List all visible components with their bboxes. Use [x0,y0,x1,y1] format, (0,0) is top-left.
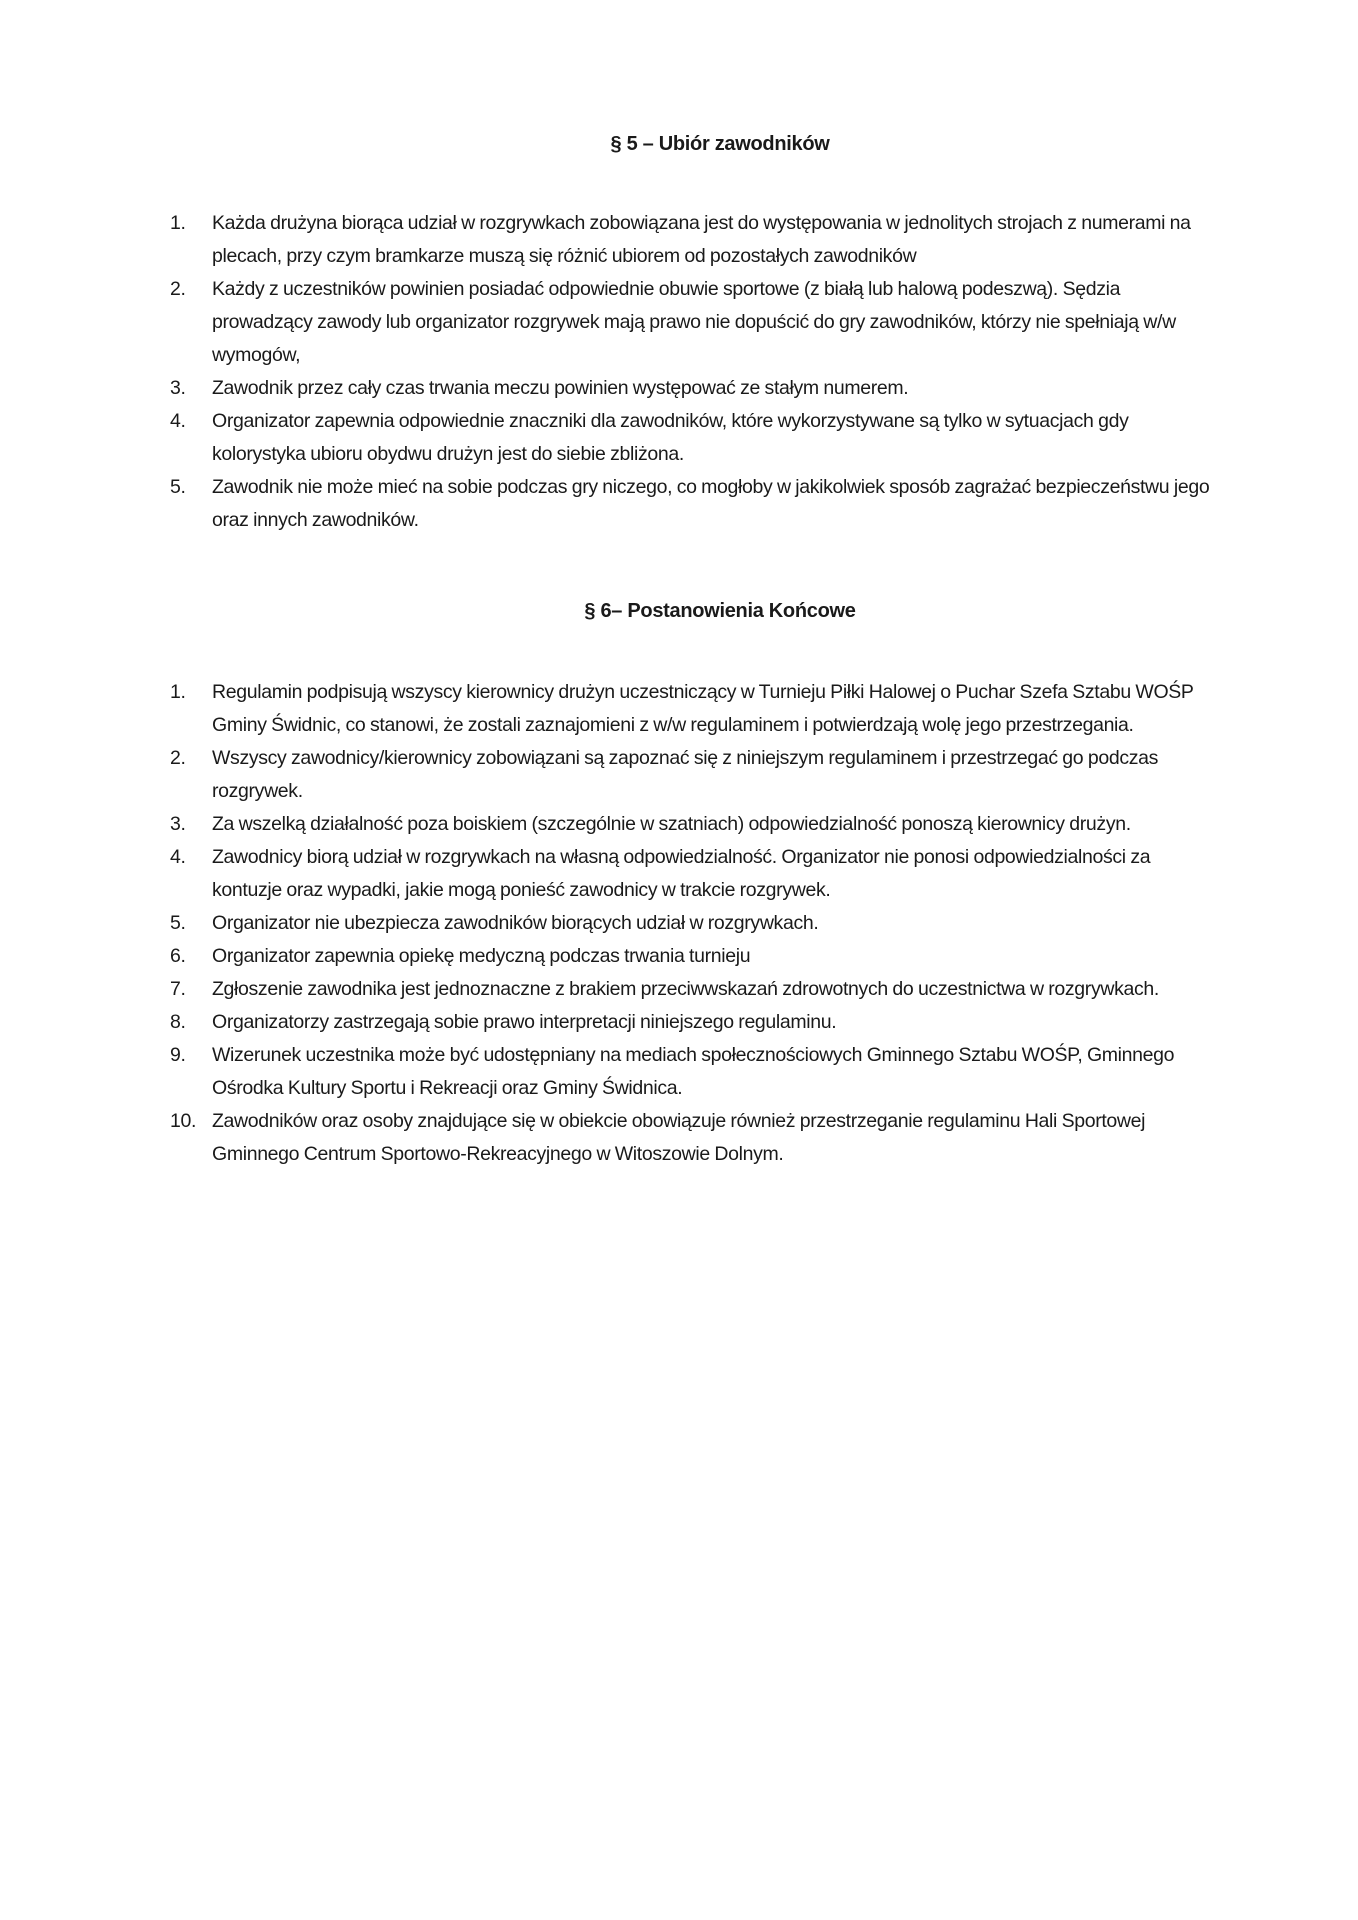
item-number: 8. [170,1011,186,1033]
item-number: 5. [170,476,186,498]
item-number: 4. [170,410,186,432]
item-text: Regulamin podpisują wszyscy kierownicy drużyn uczestniczący w Turnieju Piłki Halowej o Puchar Szefa Sztabu WOŚP Gminy Świdnic, co stanowi, że zostali zaznajomieni z w/w regulaminem i potwierdzają wolę jego przestrzegania. [212,681,1194,736]
list-item [170,273,1210,372]
item-number: 1. [170,212,186,234]
item-text: Organizator zapewnia opiekę medyczną podczas trwania turnieju [212,945,751,967]
item-number: 7. [170,978,186,1000]
section-postanowienia-koncowe [170,597,1210,1171]
item-number: 2. [170,278,186,300]
item-text: Zawodników oraz osoby znajdujące się w obiekcie obowiązuje również przestrzeganie regulaminu Hali Sportowej Gminnego Centrum Sportowo-Rekreacyjnego w Witoszowie Dolnym. [212,1110,1146,1165]
item-text: Wizerunek uczestnika może być udostępniany na mediach społecznościowych Gminnego Sztabu WOŚP, Gminnego Ośrodka Kultury Sportu i Rekreacji oraz Gminy Świdnica. [212,1044,1175,1099]
list-item [170,1006,1210,1039]
item-text: Zgłoszenie zawodnika jest jednoznaczne z brakiem przeciwwskazań zdrowotnych do uczestnictwa w rozgrywkach. [212,978,1159,1000]
item-text: Każda drużyna biorąca udział w rozgrywkach zobowiązana jest do występowania w jednolitych strojach z numerami na plecach, przy czym bramkarze muszą się różnić ubiorem od pozostałych zawodników [212,212,1191,267]
item-number: 6. [170,945,186,967]
list-item [170,471,1210,537]
section-title: § 5 – Ubiór zawodników [610,133,830,155]
item-text: Zawodnicy biorą udział w rozgrywkach na własną odpowiedzialność. Organizator nie ponosi odpowiedzialności za kontuzje oraz wypadki, jakie mogą ponieść zawodnicy w trakcie rozgrywek. [212,846,1151,901]
list-item [170,742,1210,808]
list-item [170,841,1210,907]
list-item [170,940,1210,973]
list-item [170,1039,1210,1105]
list-item [170,808,1210,841]
item-number: 10. [170,1110,197,1132]
item-number: 9. [170,1044,186,1066]
item-text: Organizatorzy zastrzegają sobie prawo interpretacji niniejszego regulaminu. [212,1011,837,1033]
item-number: 3. [170,813,186,835]
item-text: Za wszelką działalność poza boiskiem (szczególnie w szatniach) odpowiedzialność ponoszą kierownicy drużyn. [212,813,1131,835]
item-number: 1. [170,681,186,703]
item-number: 2. [170,747,186,769]
item-text: Zawodnik nie może mieć na sobie podczas gry niczego, co mogłoby w jakikolwiek sposób zagrażać bezpieczeństwu jego oraz innych zawodników. [212,476,1210,531]
section-ubior-zawodnikow [170,130,1210,537]
item-text: Organizator nie ubezpiecza zawodników biorących udział w rozgrywkach. [212,912,819,934]
list-item [170,405,1210,471]
section-title: § 6– Postanowienia Końcowe [584,600,856,622]
item-text: Organizator zapewnia odpowiednie znaczniki dla zawodników, które wykorzystywane są tylko w sytuacjach gdy kolorystyka ubioru obydwu drużyn jest do siebie zbliżona. [212,410,1129,465]
item-number: 5. [170,912,186,934]
item-text: Zawodnik przez cały czas trwania meczu powinien występować ze stałym numerem. [212,377,909,399]
list-item [170,973,1210,1006]
list-item [170,207,1210,273]
item-text: Każdy z uczestników powinien posiadać odpowiednie obuwie sportowe (z białą lub halową podeszwą). Sędzia prowadzący zawody lub organizator rozgrywek mają prawo nie dopuścić do gry zawodników, którzy nie spełniają w/w wymogów, [212,278,1176,366]
item-text: Wszyscy zawodnicy/kierownicy zobowiązani są zapoznać się z niniejszym regulaminem i przestrzegać go podczas rozgrywek. [212,747,1159,802]
item-number: 4. [170,846,186,868]
list-item [170,676,1210,742]
list-item [170,1105,1210,1171]
list-item [170,907,1210,940]
rules-list [170,207,1210,537]
rules-list [170,676,1210,1171]
list-item [170,372,1210,405]
item-number: 3. [170,377,186,399]
